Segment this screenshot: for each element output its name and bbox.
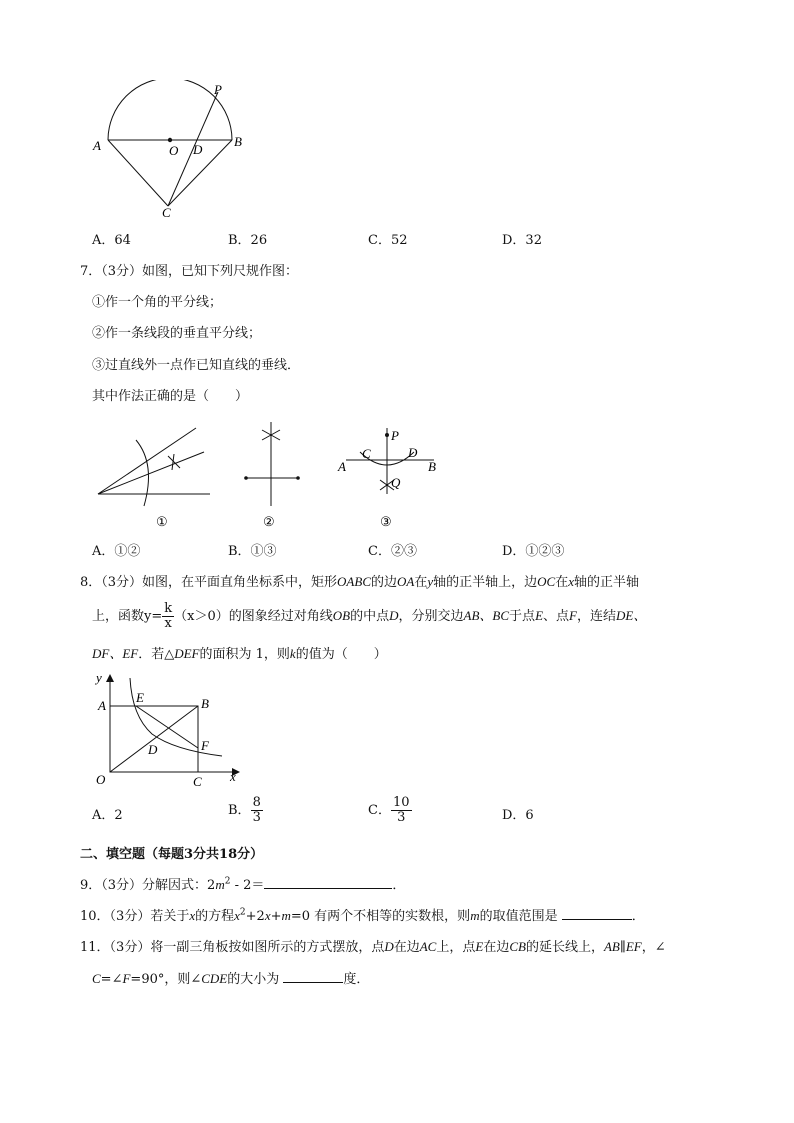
q8-var-f: F [569, 608, 577, 623]
q8-option-c[interactable] [368, 796, 412, 825]
q11-var-f: F [122, 971, 131, 986]
q6-option-c[interactable]: C．52 [368, 233, 408, 248]
q8-var-def: DEF [174, 646, 200, 661]
q10-text: ． [631, 909, 645, 924]
q11-var-d: D [384, 939, 394, 954]
q11-text: ，∠ [641, 940, 666, 955]
q6-label-d: D [193, 142, 203, 157]
q8-text: 在 [555, 575, 569, 590]
q8-option-c-prefix: C． [368, 803, 391, 818]
q10-text: 的取值范围是 [479, 909, 558, 924]
q11-text: =∠ [100, 972, 123, 987]
q8-func-fraction [162, 602, 174, 631]
q8-text: 的面积为 1，则 [199, 647, 290, 662]
q8-var-oc: OC [537, 574, 556, 589]
q8-var-x: x [568, 574, 575, 589]
q9-text: 9．（3分）分解因式：2 [80, 878, 216, 893]
q8-option-c-den: 3 [397, 810, 406, 825]
q11-var-ab-ef: AB∥EF [603, 939, 642, 954]
q8-text: 在 [414, 575, 428, 590]
q6-label-c: C [162, 205, 171, 220]
q9-var-m: m [215, 877, 225, 892]
q8-text: ．若△ [138, 647, 175, 662]
q8-text: ，分别交边 [398, 609, 464, 624]
q8-var-de: DE、 [616, 608, 647, 623]
q6-option-a[interactable]: A．64 [92, 233, 131, 248]
q8-text: 的值为（ ） [295, 647, 387, 662]
q11-text: 11．（3分）将一副三角板按如图所示的方式摆放，点 [80, 940, 385, 955]
q7-caption-2: ② [263, 514, 275, 529]
q11-text: 上，点 [436, 940, 476, 955]
q10-text: + [270, 909, 282, 924]
q11-var-cb: CB [509, 939, 526, 954]
q6-label-o: O [169, 143, 179, 158]
q10-var-x: x [189, 908, 196, 923]
q8-label-o: O [96, 772, 106, 787]
q10-var-x: x [264, 908, 271, 923]
q8-func-numerator: k [164, 601, 173, 616]
q8-option-b-fraction [251, 796, 263, 825]
q8-var-y: y [427, 574, 434, 589]
q11-var-e: E [475, 939, 484, 954]
q10-text: =0 有两个不相等的实数根，则 [290, 909, 471, 924]
q11-answer-blank[interactable] [283, 970, 343, 983]
q8-option-c-fraction [391, 796, 412, 825]
q11-line-1 [80, 936, 666, 955]
q8-label-f: F [201, 738, 209, 753]
q10-var-m: m [470, 908, 480, 923]
q8-option-b-prefix: B． [228, 803, 251, 818]
q6-option-d[interactable]: D．32 [502, 233, 542, 248]
q8-line-1 [80, 572, 639, 593]
q7-fig3-label-b: B [428, 459, 436, 474]
q10-var-x: x [234, 908, 240, 923]
q7-option-d[interactable]: D．①②③ [502, 544, 565, 559]
q7-option-b[interactable]: B．①③ [228, 544, 277, 559]
q8-var-oa: OA [397, 574, 415, 589]
q8-option-b-den: 3 [252, 810, 261, 825]
q10 [80, 905, 645, 924]
q8-label-e: E [136, 690, 144, 705]
q8-var-df-ef: DF、EF [92, 646, 139, 661]
q8-label-a: A [98, 698, 106, 713]
section-2-heading: 二、填空题（每题3分共18分） [80, 847, 264, 862]
q8-label-d: D [148, 742, 158, 757]
q9 [80, 874, 405, 893]
q7-figure-3 [337, 428, 436, 529]
q11-text: 的延长线上， [525, 940, 604, 955]
q8-var-ob: OB [332, 608, 351, 623]
q11-var-ac: AC [419, 939, 437, 954]
q8-option-c-num: 10 [392, 795, 410, 810]
q11-var-cde: CDE [201, 971, 228, 986]
q10-text: 10．（3分）若关于 [80, 909, 190, 924]
q8-option-b-num: 8 [252, 795, 261, 810]
q8-option-a[interactable]: A．2 [92, 808, 123, 823]
q8-text: 的图象经过对角线 [228, 609, 333, 624]
q8-text: 8．（3分）如图，在平面直角坐标系中，矩形 [80, 575, 338, 590]
q10-sup: 2 [239, 907, 246, 918]
q7-item-3: ③过直线外一点作已知直线的垂线． [92, 358, 301, 373]
q10-answer-blank[interactable] [562, 907, 632, 920]
q10-text: 的方程 [195, 909, 235, 924]
q8-text: 上，函数 [92, 609, 145, 624]
q7-fig3-label-q: Q [391, 475, 401, 490]
q7-figure-1 [98, 428, 210, 529]
q8-text: 、点 [543, 609, 570, 624]
q8-text: 的中点 [350, 609, 390, 624]
q8-func-condition: （x＞0） [174, 609, 229, 624]
q8-text: ，连结 [576, 609, 616, 624]
q8-var-ab-bc: AB、BC [463, 608, 510, 623]
q6-figure [90, 80, 260, 220]
q8-option-d[interactable]: D．6 [502, 808, 534, 823]
q9-answer-blank[interactable] [264, 876, 392, 889]
q8-label-c: C [193, 774, 202, 789]
q6-label-b: B [234, 134, 242, 149]
q7-ask: 其中作法正确的是（ ） [92, 389, 249, 404]
q7-item-2: ②作一条线段的垂直平分线； [92, 326, 262, 341]
q11-text: 的大小为 [227, 972, 280, 987]
q7-figures [88, 414, 458, 532]
q6-label-a: A [93, 138, 101, 153]
q8-line-2 [92, 602, 646, 631]
q7-option-c[interactable]: C．②③ [368, 544, 417, 559]
q11-text: 在边 [393, 940, 420, 955]
q6-line-ac [108, 140, 168, 206]
q7-fig3-label-a: A [338, 459, 346, 474]
q11-text: 度． [343, 972, 370, 987]
q6-label-p: P [214, 82, 222, 97]
q11-line-2 [92, 968, 369, 987]
q8-label-x: x [230, 769, 236, 784]
q9-text: ． [392, 878, 406, 893]
q8-text: 于点 [509, 609, 536, 624]
q7-option-a[interactable]: A．①② [92, 544, 141, 559]
q10-text: +2 [245, 909, 265, 924]
q8-var-e: E [535, 608, 544, 623]
q11-var-c: C [92, 971, 101, 986]
q8-text: 的边 [371, 575, 398, 590]
q9-text: - 2＝ [230, 878, 265, 893]
q7-fig3-label-d: D [408, 445, 418, 460]
q8-line-3 [92, 644, 387, 665]
q7-caption-1: ① [156, 514, 168, 529]
q8-label-y: y [96, 670, 102, 685]
q7-figure-2 [244, 422, 300, 529]
q7-fig3-label-c: C [362, 446, 371, 461]
q8-var-d: D [389, 608, 399, 623]
q7-stem: 7．（3分）如图，已知下列尺规作图： [80, 264, 299, 279]
q6-center-dot [168, 138, 172, 142]
q11-text: =90°，则∠ [130, 972, 202, 987]
q8-text: 轴的正半轴上，边 [433, 575, 538, 590]
q6-option-b[interactable]: B．26 [228, 233, 268, 248]
q7-caption-3: ③ [380, 514, 392, 529]
q8-text: 轴的正半轴 [574, 575, 640, 590]
q8-func-denominator: x [164, 616, 172, 631]
q8-func-y: y= [144, 609, 163, 624]
q11-text: 在边 [483, 940, 510, 955]
q9-sup: 2 [224, 876, 231, 887]
q8-var-oabc: OABC [337, 574, 371, 589]
q7-item-1: ①作一个角的平分线； [92, 295, 223, 310]
q8-label-b: B [201, 696, 209, 711]
q10-var-m: m [281, 908, 291, 923]
q8-figure [90, 668, 250, 790]
q7-fig3-label-p: P [391, 428, 399, 443]
q8-var-k: k [289, 646, 296, 661]
q8-option-b[interactable] [228, 796, 263, 825]
